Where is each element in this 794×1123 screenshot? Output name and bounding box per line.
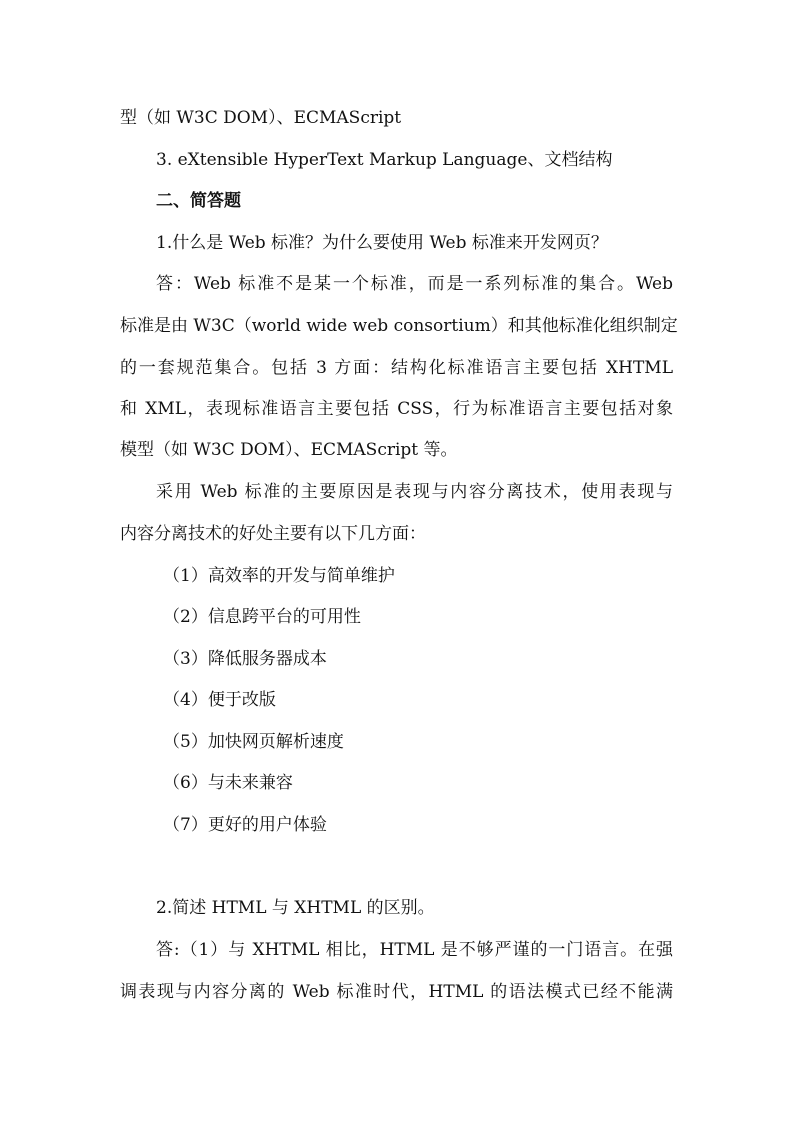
benefit-item-1: （1）高效率的开发与简单维护 xyxy=(163,566,395,586)
benefit-item-4: （4）便于改版 xyxy=(163,690,276,710)
answer-1-line-5: 模型（如 W3C DOM）、ECMAScript 等。 xyxy=(120,440,458,460)
answer-1-line-1: 答：Web 标准不是某一个标准，而是一系列标准的集合。Web xyxy=(156,274,673,294)
answer-2-line-2: 调表现与内容分离的 Web 标准时代，HTML 的语法模式已经不能满 xyxy=(120,982,673,1002)
continuation-line: 型（如 W3C DOM）、ECMAScript xyxy=(120,108,402,128)
benefit-item-6: （6）与未来兼容 xyxy=(163,773,293,793)
benefit-item-2: （2）信息跨平台的可用性 xyxy=(163,607,361,627)
benefit-item-3: （3）降低服务器成本 xyxy=(163,649,327,669)
answer-1-line-3: 的一套规范集合。包括 3 方面：结构化标准语言主要包括 XHTML xyxy=(120,358,673,378)
question-1: 1.什么是 Web 标准？为什么要使用 Web 标准来开发网页？ xyxy=(156,233,608,253)
answer-2-line-1: 答:（1）与 XHTML 相比，HTML 是不够严谨的一门语言。在强 xyxy=(156,940,673,960)
answer-item-3: 3. eXtensible HyperText Markup Language、文档结构 xyxy=(156,150,613,170)
reason-line-1: 采用 Web 标准的主要原因是表现与内容分离技术，使用表现与 xyxy=(156,482,673,502)
reason-line-2: 内容分离技术的好处主要有以下几方面： xyxy=(120,524,426,544)
question-2: 2.简述 HTML 与 XHTML 的区别。 xyxy=(156,898,435,918)
answer-1-line-2: 标准是由 W3C（world wide web consortium）和其他标准化组织制定 xyxy=(120,316,678,336)
benefit-item-5: （5）加快网页解析速度 xyxy=(163,732,344,752)
section-heading: 二、简答题 xyxy=(156,191,241,211)
benefit-item-7: （7）更好的用户体验 xyxy=(163,815,327,835)
answer-1-line-4: 和 XML，表现标准语言主要包括 CSS，行为标准语言主要包括对象 xyxy=(120,399,673,419)
